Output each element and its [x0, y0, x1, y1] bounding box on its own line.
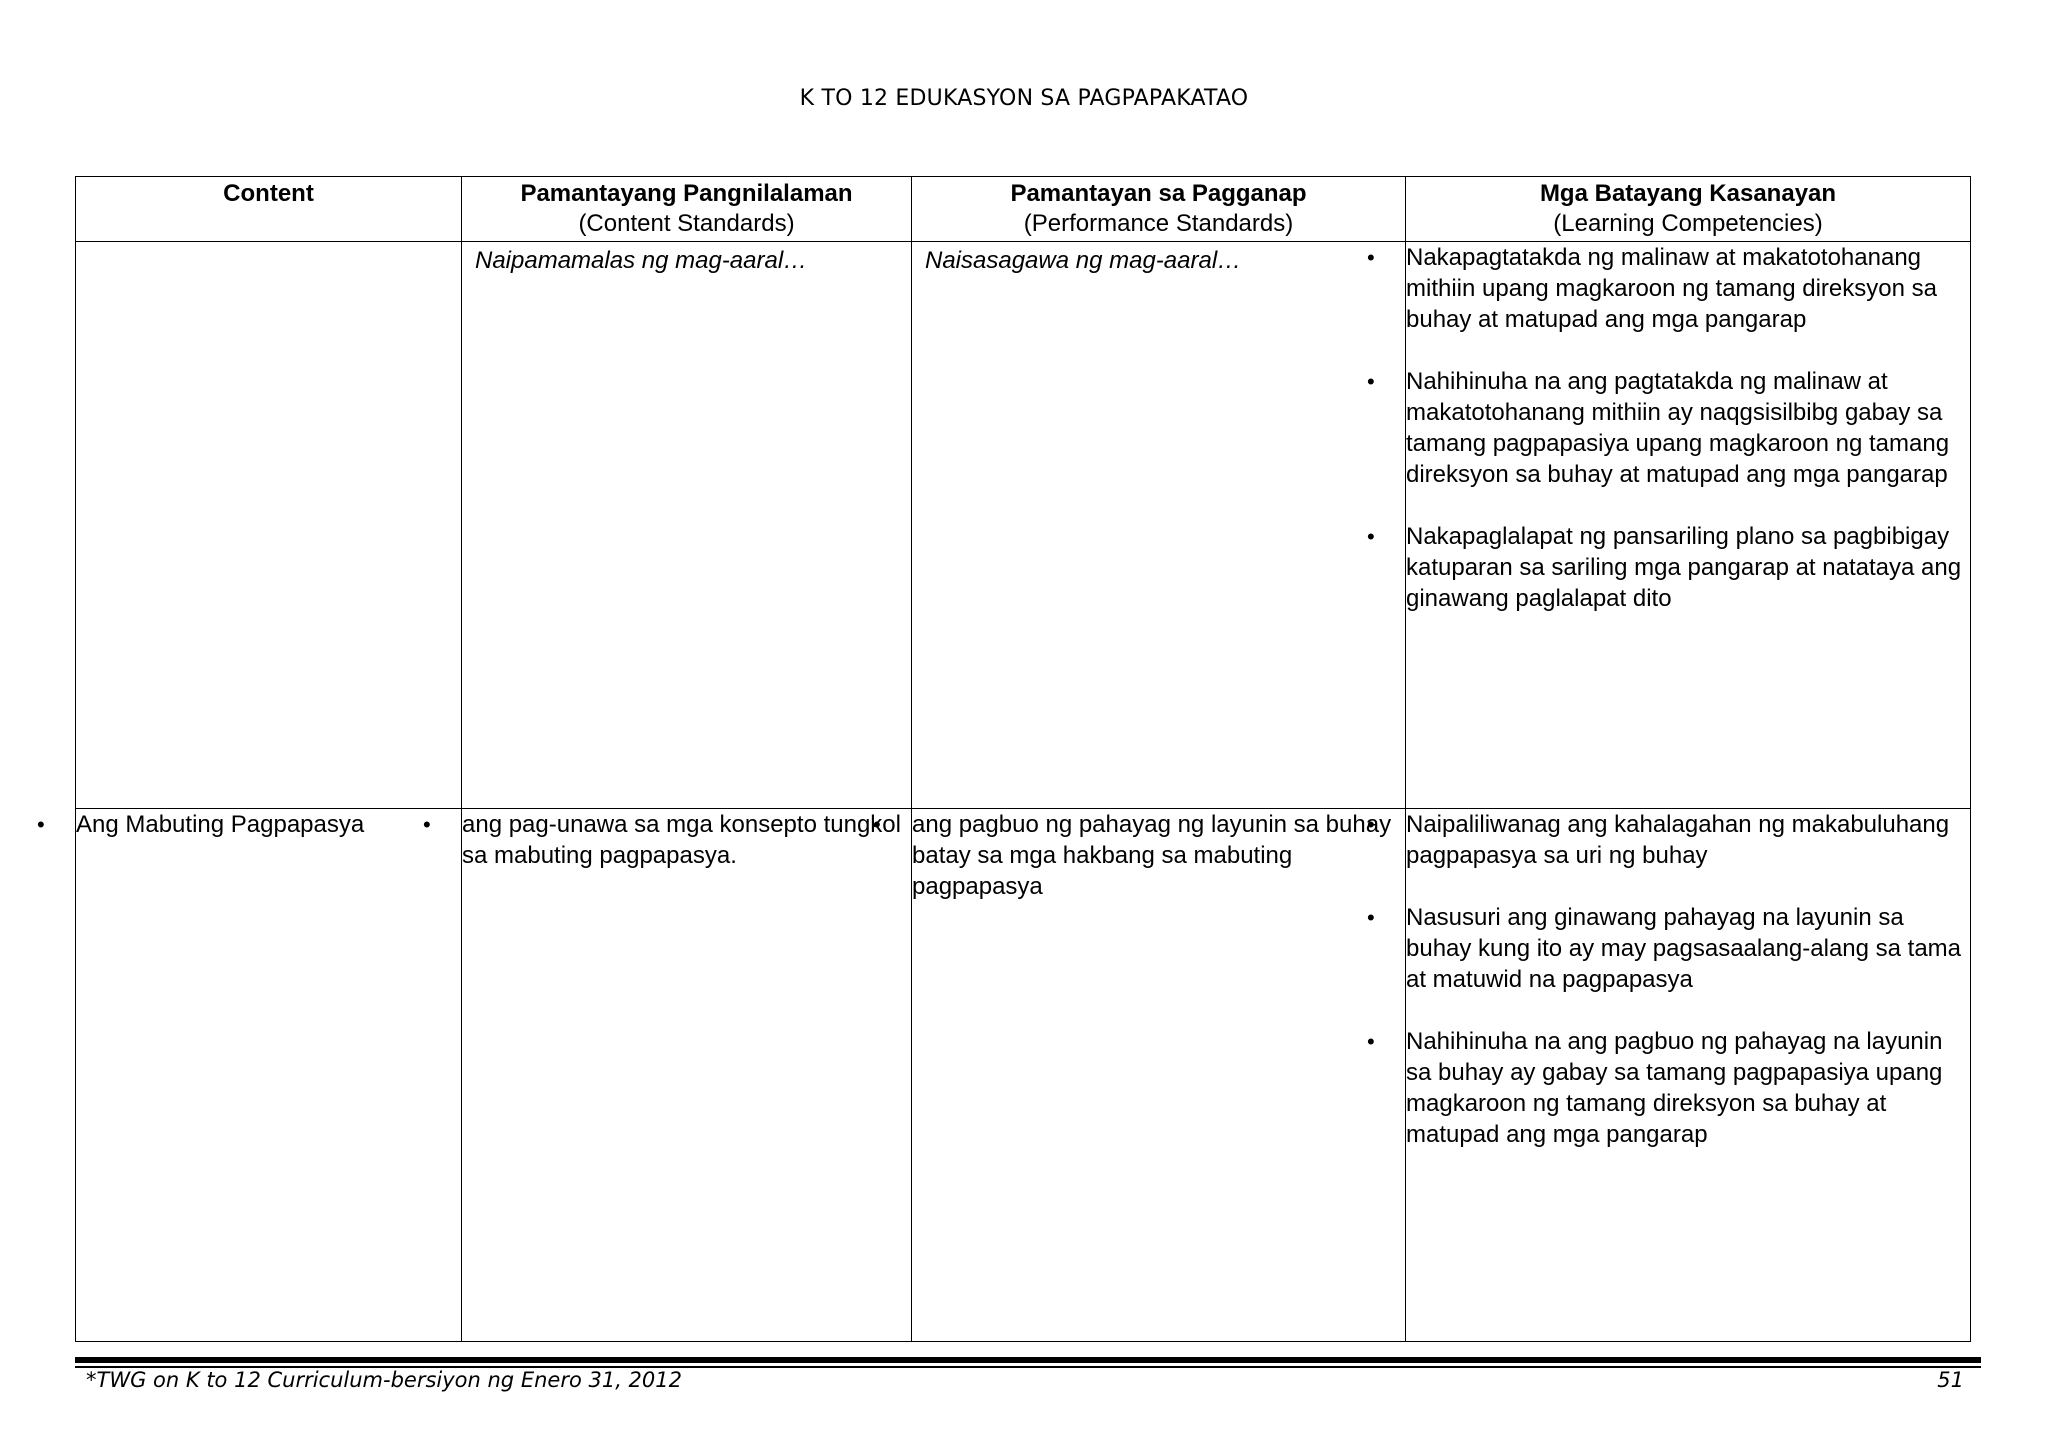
- content-standards-list: [462, 809, 911, 871]
- row2-content-cell: [76, 809, 462, 1342]
- performance-standards-lead: Naisasagawa ng mag-aaral…: [925, 247, 1242, 274]
- content-list: [76, 809, 461, 840]
- header-learning-competencies-sublabel: (Learning Competencies): [1553, 210, 1823, 237]
- header-performance-standards-label: Pamantayan sa Pagganap: [1010, 180, 1307, 207]
- list-item: • Nahihinuha na ang pagbuo ng pahayag na layunin sa buhay ay gabay sa tamang pagpapasiya upang magkaroon ng tamang direksyon sa buhay at matupad ang mga pangarap: [1406, 1026, 1970, 1150]
- competency-list: [1406, 242, 1970, 614]
- row2-performance-standards-cell: [912, 809, 1406, 1342]
- header-content-label: Content: [223, 180, 314, 207]
- table-row: [76, 809, 1971, 1342]
- row2-content-standards-cell: [462, 809, 912, 1342]
- list-item: • Nakapaglalapat ng pansariling plano sa pagbibigay katuparan sa sariling mga pangarap at natataya ang ginawang paglalapat dito: [1406, 521, 1970, 614]
- list-item: • Nasusuri ang ginawang pahayag na layunin sa buhay kung ito ay may pagsasaalang-alang sa tama at matuwid na pagpapasya: [1406, 902, 1970, 995]
- performance-standards-list: [912, 809, 1405, 902]
- content-standards-lead: Naipamamalas ng mag-aaral…: [475, 247, 808, 274]
- list-item: • Nakapagtatakda ng malinaw at makatotohanang mithiin upang magkaroon ng tamang direksyon sa buhay at matupad ang mga pangarap: [1406, 242, 1970, 335]
- header-content-standards-label: Pamantayang Pangnilalaman: [520, 180, 853, 207]
- header-learning-competencies: [1406, 177, 1971, 242]
- row2-competencies-cell: [1406, 809, 1971, 1342]
- list-item: • Naipaliliwanag ang kahalagahan ng makabuluhang pagpapasya sa uri ng buhay: [1406, 809, 1970, 871]
- curriculum-table: [75, 176, 1971, 1342]
- row1-content-standards-cell: [462, 242, 912, 809]
- competency-list: [1406, 809, 1970, 1150]
- header-performance-standards: [912, 177, 1406, 242]
- header-performance-standards-sublabel: (Performance Standards): [1023, 210, 1294, 237]
- table-row: [76, 242, 1971, 809]
- list-item: • Ang Mabuting Pagpapasya: [76, 809, 461, 840]
- page-number: 51: [1937, 1368, 1964, 1392]
- row1-competencies-cell: [1406, 242, 1971, 809]
- header-learning-competencies-label: Mga Batayang Kasanayan: [1539, 180, 1837, 207]
- header-content-standards-sublabel: (Content Standards): [578, 210, 795, 237]
- list-item: • ang pagbuo ng pahayag ng layunin sa buhay batay sa mga hakbang sa mabuting pagpapasya: [912, 809, 1405, 902]
- header-content: [76, 177, 462, 242]
- list-item: • Nahihinuha na ang pagtatakda ng malinaw at makatotohanang mithiin ay naqgsisilbibg gabay sa tamang pagpapasiya upang magkaroon ng tamang direksyon sa buhay at matupad ang mga pangarap: [1406, 366, 1970, 490]
- footer-source-note: *TWG on K to 12 Curriculum-bersiyon ng Enero 31, 2012: [86, 1368, 682, 1392]
- header-row: [76, 177, 1971, 242]
- row1-performance-standards-cell: [912, 242, 1406, 809]
- footer-divider-thick: [75, 1357, 1981, 1363]
- document-title: K TO 12 EDUKASYON SA PAGPAPAKATAO: [799, 86, 1249, 111]
- header-content-standards: [462, 177, 912, 242]
- row1-content-cell: [76, 242, 462, 809]
- list-item: • ang pag-unawa sa mga konsepto tungkol sa mabuting pagpapasya.: [462, 809, 911, 871]
